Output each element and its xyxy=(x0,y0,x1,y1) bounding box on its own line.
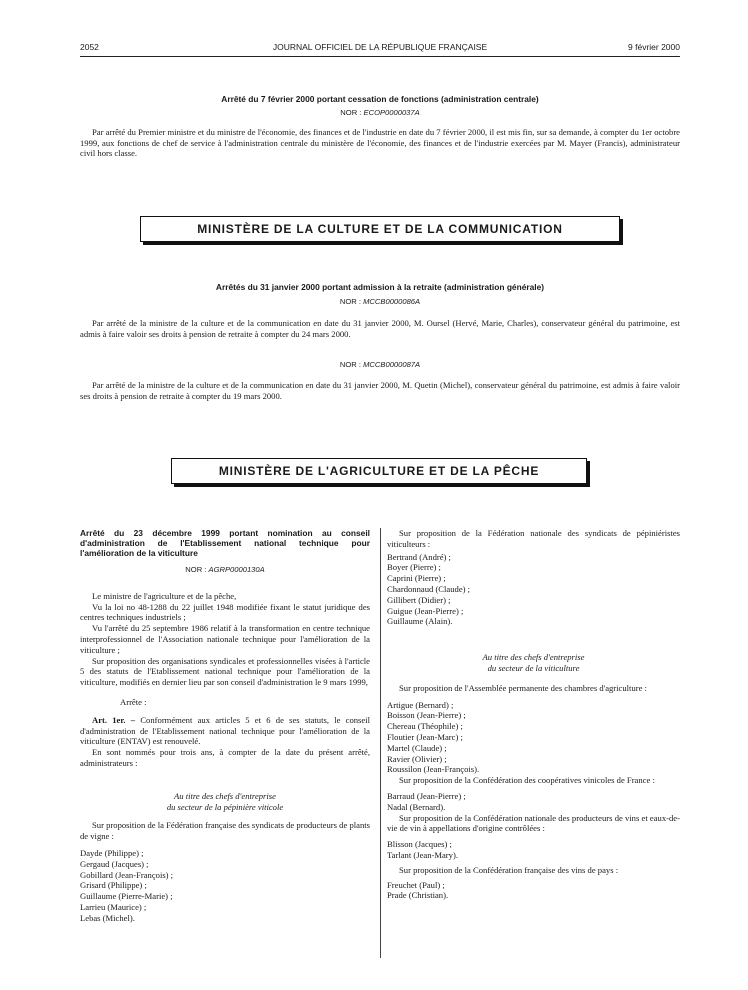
nor-reference: NOR : AGRP0000130A xyxy=(185,565,265,574)
list-item: Boyer (Pierre) ; xyxy=(387,562,441,573)
list-item: Dayde (Philippe) ; xyxy=(80,847,144,858)
list-item: Blisson (Jacques) ; xyxy=(387,839,452,850)
subheading: du secteur de la viticulture xyxy=(487,662,580,673)
list-item: Freuchet (Paul) ; xyxy=(387,879,445,890)
subheading: Au titre des chefs d'entreprise xyxy=(174,790,276,801)
paragraph: Sur proposition de la Confédération des coopératives vinicoles de France : xyxy=(399,775,655,786)
subheading: du secteur de la pépinière viticole xyxy=(166,801,284,812)
list-item: Caprini (Pierre) ; xyxy=(387,573,446,584)
list-item: Grisard (Philippe) ; xyxy=(80,880,147,891)
names-list xyxy=(387,791,680,813)
left-column xyxy=(80,528,370,924)
nor-reference: NOR : MCCB0000087A xyxy=(339,360,421,369)
list-item: Bertrand (André) ; xyxy=(387,551,451,562)
page-number: 2052 xyxy=(80,42,99,52)
list-item: Ravier (Olivier) ; xyxy=(387,753,447,764)
paragraph: Sur proposition de la Confédération française des vins de pays : xyxy=(399,864,619,875)
paragraph: Vu la loi no 48-1288 du 22 juillet 1948 modifiée fixant le statut juridique des centres techniques industriels ; xyxy=(80,601,370,623)
ministry-heading: MINISTÈRE DE LA CULTURE ET DE LA COMMUNICATION xyxy=(140,216,620,242)
list-item: Chereau (Théophile) ; xyxy=(387,721,463,732)
list-item: Larrieu (Maurice) ; xyxy=(80,901,147,912)
names-list xyxy=(387,880,680,902)
list-item: Chardonnaud (Claude) ; xyxy=(387,583,471,594)
list-item: Roussilon (Jean-François). xyxy=(387,764,480,775)
header-rule xyxy=(80,56,680,57)
list-item: Barraud (Jean-Pierre) ; xyxy=(387,790,466,801)
list-item: Lebas (Michel). xyxy=(80,912,135,923)
list-item: Gillibert (Didier) ; xyxy=(387,594,451,605)
paragraph: Sur proposition de la Confédération nationale des producteurs de vins et eaux-de-vie de vin à appellations d'origine contrôlées : xyxy=(387,812,680,834)
list-item: Gergaud (Jacques) ; xyxy=(80,858,149,869)
paragraph: Sur proposition de l'Assemblée permanente des chambres d'agriculture : xyxy=(399,682,647,693)
journal-title: JOURNAL OFFICIEL DE LA RÉPUBLIQUE FRANÇAISE xyxy=(272,42,488,52)
arrete-title: Arrêtés du 31 janvier 2000 portant admission à la retraite (administration générale) xyxy=(215,282,545,292)
names-list xyxy=(80,848,370,924)
arrete-title: Arrêté du 23 décembre 1999 portant nomination au conseil d'administration de l'Etablissement national technique pour l'amélioration de la viticulture xyxy=(80,528,370,558)
right-column xyxy=(387,528,680,901)
list-item: Floutier (Jean-Marc) ; xyxy=(387,731,463,742)
paragraph: Sur proposition des organisations syndicales et professionnelles visées à l'article 5 des statuts de l'Etablissement national technique pour l'amélioration de la viticulture, modifiés en dernier lieu par son conseil d'administration le 9 mars 1999, xyxy=(80,655,370,688)
arrete-verb: Arrête : xyxy=(120,696,147,707)
issue-date: 9 février 2000 xyxy=(628,42,680,52)
paragraph: Le ministre de l'agriculture et de la pêche, xyxy=(92,590,237,601)
list-item: Nadal (Bernard). xyxy=(387,801,446,812)
names-list xyxy=(387,552,680,628)
paragraph: Sur proposition de la Fédération nationale des syndicats de pépiniéristes viticulteurs : xyxy=(387,528,680,549)
paragraph: Sur proposition de la Fédération française des syndicats de producteurs de plants de vigne : xyxy=(80,820,370,842)
names-list xyxy=(387,700,680,776)
subheading: Au titre des chefs d'entreprise xyxy=(482,652,585,663)
names-list xyxy=(387,839,680,861)
arrete-body: Par arrêté de la ministre de la culture et de la communication en date du 31 janvier 2000, M. Oursel (Hervé, Marie, Charles), conservateur général du patrimoine, est admis à faire valoir ses droits à pension de retraite à compter du 24 mars 2000. xyxy=(80,318,680,339)
list-item: Prade (Christian). xyxy=(387,890,449,901)
paragraph: Vu l'arrêté du 25 septembre 1986 relatif à la transformation en centre technique interprofessionnel de l'Association nationale technique pour l'amélioration de la viticulture ; xyxy=(80,623,370,655)
nor-reference: NOR : ECOP0000037A xyxy=(340,108,420,117)
list-item: Artigue (Bernard) ; xyxy=(387,699,454,710)
ministry-heading: MINISTÈRE DE L'AGRICULTURE ET DE LA PÊCHE xyxy=(171,458,587,484)
list-item: Gobillard (Jean-François) ; xyxy=(80,869,174,880)
list-item: Guillaume (Pierre-Marie) ; xyxy=(80,891,173,902)
arrete-title: Arrêté du 7 février 2000 portant cessation de fonctions (administration centrale) xyxy=(221,94,539,104)
article-1: Art. 1er. – Conformément aux articles 5 et 6 de ses statuts, le conseil d'administration de l'Etablissement national technique pour l'amélioration de la viticulture (ENTAV) est renouvelé. xyxy=(80,714,370,747)
nor-reference: NOR : MCCB0000086A xyxy=(339,297,421,306)
column-divider xyxy=(380,528,381,958)
list-item: Martel (Claude) ; xyxy=(387,742,447,753)
arrete-body: Par arrêté de la ministre de la culture et de la communication en date du 31 janvier 2000, M. Quetin (Michel), conservateur général du patrimoine, est admis à faire valoir ses droits à pension de retraite à compter du 19 mars 2000. xyxy=(80,380,680,401)
page-header xyxy=(80,42,680,56)
list-item: Boisson (Jean-Pierre) ; xyxy=(387,710,466,721)
paragraph: En sont nommés pour trois ans, à compter de la date du présent arrêté, administrateurs : xyxy=(80,747,370,768)
list-item: Tarlant (Jean-Mary). xyxy=(387,849,458,860)
arrete-body: Par arrêté du Premier ministre et du ministre de l'économie, des finances et de l'industrie en date du 7 février 2000, il est mis fin, sur sa demande, à compter du 1er octobre 1999, aux fonctions de chef de service à l'administration centrale du ministère de l'économie, des finances et de l'industrie exercées par M. Mayer (Francis), administrateur civil hors classe. xyxy=(80,127,680,158)
list-item: Guigue (Jean-Pierre) ; xyxy=(387,605,464,616)
list-item: Guillaume (Alain). xyxy=(387,616,453,627)
